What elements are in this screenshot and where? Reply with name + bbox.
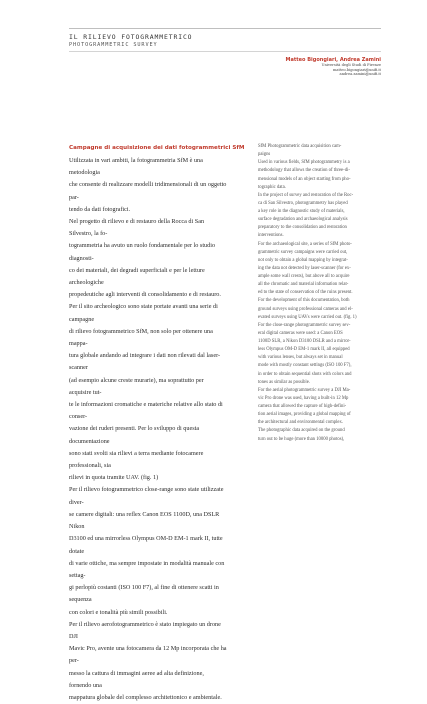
english-text-line: a key role in the diagnostic study of materials,	[258, 209, 345, 214]
section-title: IL RILIEVO FOTOGRAMMETRICO	[69, 33, 193, 41]
english-text-line: For the aerial photogrammetric survey a DJI Ma-	[258, 387, 351, 393]
english-text-line: surface degradation and archaeological analysis	[258, 217, 348, 223]
english-text-line: all the chromatic and material information relat-	[258, 282, 349, 288]
italian-text-line: mappatura globale del complesso architettonico e ambientale.	[69, 693, 222, 701]
english-text-line: ing the data not detected by laser-scanner (for ex-	[258, 265, 351, 271]
section-subtitle: PHOTOGRAMMETRIC SURVEY	[69, 42, 158, 48]
english-text-line: camera that allowed the capture of high-defini-	[258, 404, 347, 409]
italian-body	[69, 155, 227, 704]
italian-text-line: te le informazioni cromatiche e materiche relative allo stato di conser-	[69, 401, 223, 421]
english-column	[258, 143, 383, 444]
italian-text-line: togrammetria ha avuto un ruolo fondamentale per lo studio diagnosti-	[69, 242, 216, 262]
english-text-line: vic Pro drone was used, having a built-in 12 Mp	[258, 395, 349, 401]
english-text-line: in order to obtain sequential shots with colors and	[258, 371, 352, 377]
italian-text-line: co dei materiali, dei degradi superficiali e per le letture archeologiche	[69, 266, 205, 287]
italian-text-line: Nel progetto di rilievo e di restauro della Rocca di San Silvestro, la fo-	[69, 218, 205, 238]
english-text-line: with various lenses, but always set in manual	[258, 355, 343, 361]
english-text-line: ed to the state of conservation of the ruins present.	[258, 290, 353, 296]
header-rule-top	[69, 28, 381, 29]
italian-text-line: messo la cattura di immagini aeree ad alta definizione, fornendo una	[69, 669, 204, 689]
italian-text-line: Per il sito archeologico sono state portate avanti una serie di campagne	[69, 303, 218, 323]
italian-text-line: Per il rilievo aerofotogrammetrico è stato impiegato un drone DJI	[69, 620, 221, 640]
italian-text-line: Per il rilievo fotogrammetrico close-range sono state utilizzate diver-	[69, 486, 224, 506]
english-text-line: not only to obtain a global mapping by integrat-	[258, 257, 348, 263]
english-text-line: methodology that allows the creation of three-di-	[258, 168, 350, 174]
italian-text-line: se camere digitali: una reflex Canon EOS 1100D, una DSLR Nikon	[69, 510, 220, 531]
english-text-line: Used in various fields, SfM photogrammetry is a	[258, 160, 350, 166]
italian-text-line: che consente di realizzare modelli tridimensionali di un oggetto par-	[69, 181, 227, 201]
english-text-line: tographic data.	[258, 184, 286, 190]
english-text-line: 1100D SLR, a Nikon D3100 DSLR and a mirror-	[258, 339, 351, 344]
italian-text-line: sono stati svolti sia rilievi a terra mediante fotocamere professionali, sia	[69, 449, 204, 470]
english-text-line: interventions.	[258, 233, 284, 239]
english-text-line: paigns	[258, 152, 271, 158]
english-body	[258, 143, 383, 444]
english-text-line: For the close-range photogrammetric survey sev-	[258, 322, 351, 328]
italian-column	[69, 145, 245, 704]
english-text-line: turn out to be huge (more than 10000 photos),	[258, 436, 345, 442]
italian-text-line: tura globale andando ad integrare i dati non rilevati dal laser-scanner	[69, 352, 221, 372]
english-text-line: eral digital cameras were used: a Canon EOS	[258, 330, 343, 336]
italian-text-line: Mavic Pro, avente una fotocamera da 12 Mp incorporata che ha per-	[69, 645, 227, 665]
english-text-line: The photographic data acquired on the ground	[258, 428, 345, 434]
english-text-line: the architectural and environmental complex.	[258, 420, 343, 426]
english-text-line: For the development of this documentation, both	[258, 298, 350, 304]
english-text-line: evated surveys using UAVs were carried out. (fig. 1)	[258, 314, 357, 320]
english-text-line: ample some wall crests), but above all to acquire	[258, 274, 350, 279]
english-text-line: preparatory to the consolidation and restoration	[258, 225, 347, 231]
english-text-line: grammetric survey campaigns were carried out,	[258, 249, 348, 255]
english-text-line: mode with mostly constant settings (ISO 100 F7),	[258, 363, 352, 369]
english-text-line: SfM Photogrammetric data acquisition cam-	[258, 144, 342, 149]
english-text-line: For the archaeological site, a series of SfM photo-	[258, 241, 352, 247]
english-text-line: ca di San Silvestro, photogrammetry has played	[258, 200, 348, 206]
english-text-line: tion aerial images, providing a global mapping of	[258, 412, 351, 418]
italian-text-line: rilievi in quota tramite UAV. (fig. 1)	[69, 474, 159, 482]
english-text-line: tones as similar as possible.	[258, 379, 310, 385]
italian-text-line: Utilizzata in vari ambiti, la fotogrammetria SfM è una metodologia	[69, 157, 203, 177]
italian-text-line: con colori e tonalità più simili possibili.	[69, 608, 168, 616]
italian-text-line: gi perlopiù costanti (ISO 100 F7), al fine di ottenere scatti in sequenza	[69, 584, 219, 604]
author-block	[221, 57, 381, 77]
english-text-line: mensional models of an object starting from pho-	[258, 176, 351, 182]
english-text-line: ground surveys using professional cameras and el-	[258, 306, 353, 312]
italian-text-line: tendo da dati fotografici.	[69, 205, 131, 213]
italian-text-line: di rilievo fotogrammetrico SfM, non solo per ottenere una mappa-	[69, 327, 213, 348]
italian-text-line: D3100 ed una mirrorless Olympus OM-D EM-1 mark II, tutte dotate	[69, 535, 223, 555]
author-email: matteo.bigongiari@unifi.it	[332, 67, 381, 72]
english-text-line: In the project of survey and restoration of the Roc-	[258, 192, 354, 198]
author-names: Matteo Bigongiari, Andrea Zamini	[285, 57, 381, 63]
author-affiliation: Università degli Studi di Firenze	[321, 63, 381, 67]
header-rule-bottom	[69, 51, 381, 52]
italian-heading: Campagne di acquisizione dei dati fotogrammetrici SfM	[69, 145, 245, 151]
italian-text-line: di varie ottiche, ma sempre impostate in modalità manuale con settag-	[69, 559, 225, 579]
english-text-line: less Olympus OM-D EM-1 mark II, all equipped	[258, 347, 350, 353]
italian-text-line: vazione dei ruderi presenti. Per lo sviluppo di questa documentazione	[69, 425, 200, 445]
author-email: andrea.zamini@unifi.it	[339, 72, 381, 77]
italian-text-line: (ad esempio alcune creste murarie), ma soprattutto per acquisire tut-	[69, 376, 204, 396]
italian-text-line: propedeutiche agli interventi di consolidamento e di restauro.	[69, 291, 221, 299]
